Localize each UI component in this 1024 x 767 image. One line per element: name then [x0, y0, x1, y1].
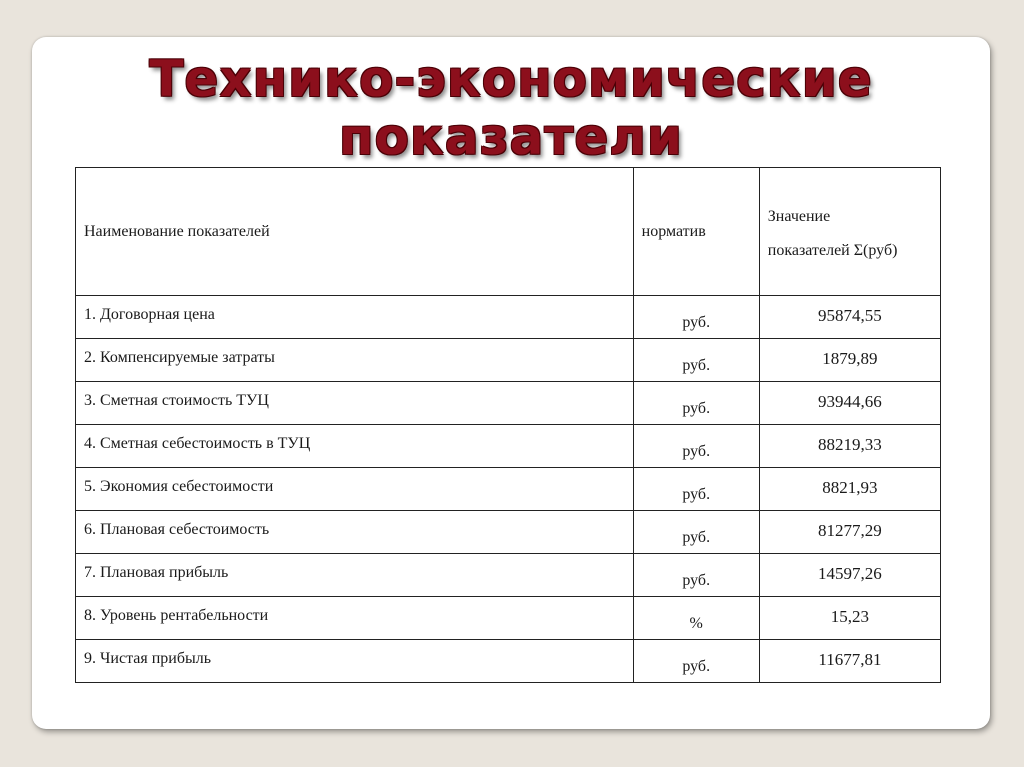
slide-title-line-2: показатели — [339, 108, 683, 166]
indicator-name-cell: 2. Компенсируемые затраты — [76, 339, 634, 382]
header-value-line-2: показателей Σ(руб) — [767, 241, 898, 259]
value-cell: 88219,33 — [759, 425, 940, 468]
header-name: Наименование показателей — [76, 168, 634, 296]
value-cell: 81277,29 — [759, 511, 940, 554]
indicator-name-cell: 6. Плановая себестоимость — [76, 511, 634, 554]
norm-cell: руб. — [633, 425, 759, 468]
header-value — [759, 168, 940, 296]
value-cell: 8821,93 — [759, 468, 940, 511]
value-cell: 11677,81 — [759, 640, 940, 683]
table-row — [76, 339, 941, 382]
indicators-table — [75, 167, 941, 683]
norm-cell: руб. — [633, 554, 759, 597]
value-cell: 14597,26 — [759, 554, 940, 597]
table-row — [76, 597, 941, 640]
table-row — [76, 468, 941, 511]
norm-cell: руб. — [633, 511, 759, 554]
table-row — [76, 554, 941, 597]
indicator-name-cell: 4. Сметная себестоимость в ТУЦ — [76, 425, 634, 468]
table-header-row — [76, 168, 941, 296]
table-row — [76, 382, 941, 425]
value-cell: 1879,89 — [759, 339, 940, 382]
norm-cell: руб. — [633, 339, 759, 382]
indicator-name-cell: 3. Сметная стоимость ТУЦ — [76, 382, 634, 425]
norm-cell: % — [633, 597, 759, 640]
table-body — [76, 296, 941, 683]
indicator-name-cell: 5. Экономия себестоимости — [76, 468, 634, 511]
header-norm: норматив — [633, 168, 759, 296]
indicator-name-cell: 7. Плановая прибыль — [76, 554, 634, 597]
norm-cell: руб. — [633, 296, 759, 339]
value-cell: 15,23 — [759, 597, 940, 640]
indicator-name-cell: 8. Уровень рентабельности — [76, 597, 634, 640]
value-cell: 93944,66 — [759, 382, 940, 425]
indicator-name-cell: 9. Чистая прибыль — [76, 640, 634, 683]
indicator-name-cell: 1. Договорная цена — [76, 296, 634, 339]
norm-cell: руб. — [633, 468, 759, 511]
table-row — [76, 425, 941, 468]
slide-title-line-1: Технико-экономические — [149, 50, 873, 108]
norm-cell: руб. — [633, 640, 759, 683]
table-row — [76, 296, 941, 339]
table-row — [76, 511, 941, 554]
slide-title — [32, 50, 990, 166]
value-cell: 95874,55 — [759, 296, 940, 339]
header-value-line-1: Значение — [767, 207, 831, 225]
table-row — [76, 640, 941, 683]
norm-cell: руб. — [633, 382, 759, 425]
